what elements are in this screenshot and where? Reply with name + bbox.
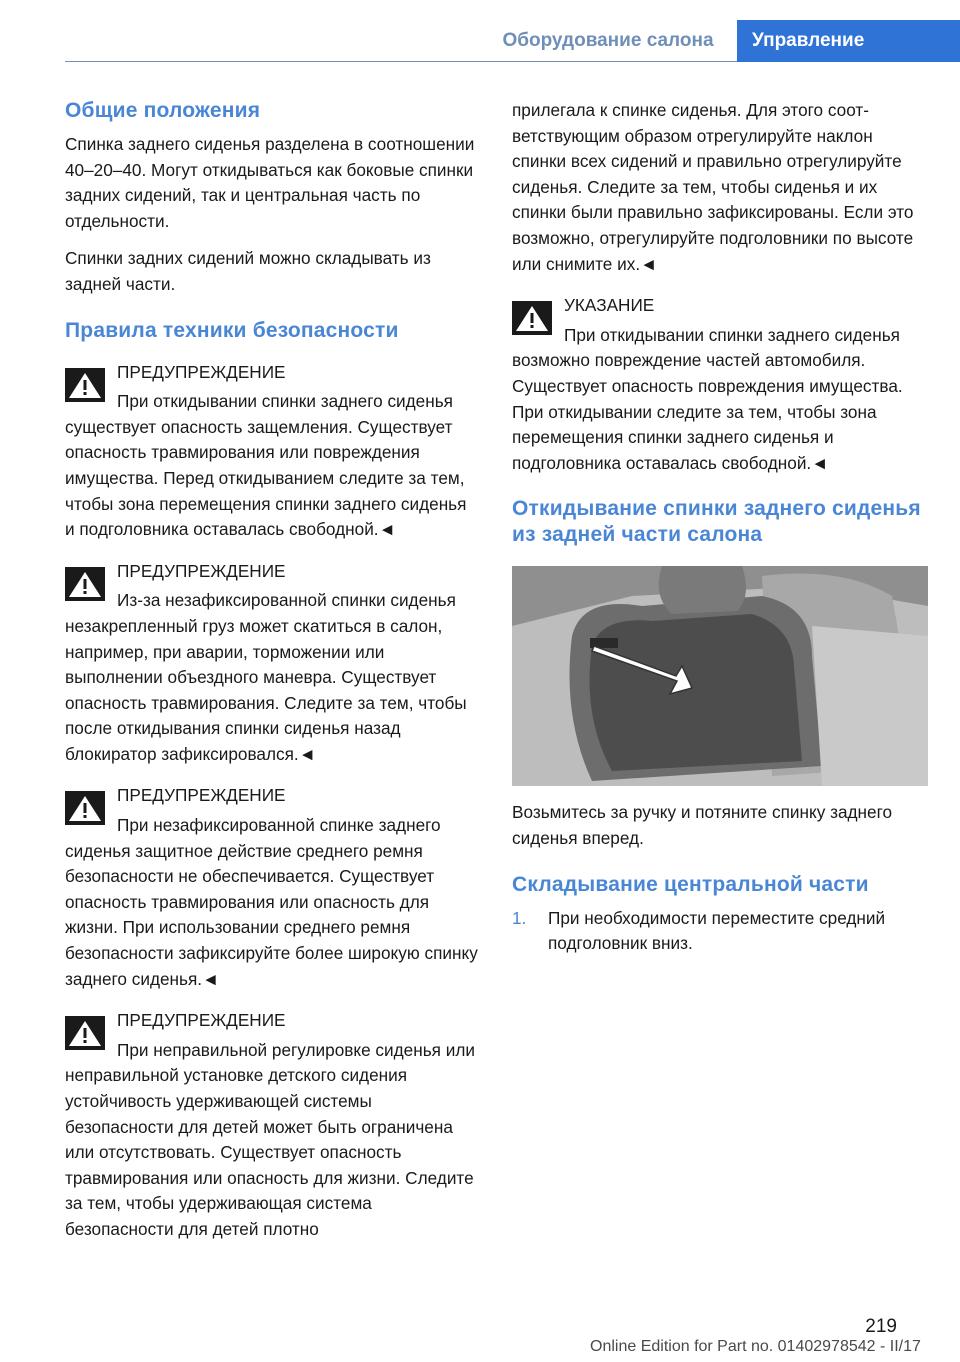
edition-footer: Online Edition for Part no. 01402978542 - II/17: [590, 1338, 921, 1355]
warning-text: При откидывании спинки заднего сиденья существует опасность защемления. Существует опасность травмирования или повреждения имущества. Перед откидыванием следите за тем, чтобы зона перемещения спинки заднего сиденья и подголовника оставалась свободной.◄: [65, 391, 467, 540]
step-text: При необходимости переместите средний подголовник вниз.: [548, 907, 886, 954]
heading-fold-center: Складывание центральной части: [512, 872, 869, 896]
warning-block: [65, 360, 479, 543]
warning-icon: [65, 567, 105, 601]
warning-title: ПРЕДУПРЕЖДЕНИЕ: [117, 560, 286, 581]
notice-title: УКАЗАНИЕ: [564, 295, 655, 316]
warning-text: Из-за незафиксированной спинки сиденья незакрепленный груз может скатиться в салон, например, при аварии, торможении или выполнении объездного маневра. Существует опасность травмирования. Следите за тем, чтобы после откидывания спинки сиденья назад блокиратор зафиксировался.◄: [65, 590, 467, 764]
warning-icon: [512, 301, 552, 335]
warning-icon: [65, 791, 105, 825]
notice-text: При откидывании спинки заднего сиденья возможно повреждение частей автомобиля. Существует опасность повреждения имущества. При откидывании следите за тем, чтобы зона перемещения спинки заднего сиденья и подголовника оставалась свободной.◄: [512, 324, 903, 473]
page-header: [0, 20, 960, 62]
chapter-tab-active[interactable]: Управление: [737, 20, 960, 62]
left-column: [65, 98, 479, 1259]
paragraph-split: Спинка заднего сиденья разделена в соотношении 40–20–40. Могут откидываться как боковые спинки задних сидений, так и центральная часть по отдельности.: [65, 134, 475, 231]
figure-caption: Возьмитесь за ручку и потяните спинку заднего сиденья вперед.: [512, 802, 893, 848]
warning-title: ПРЕДУПРЕЖДЕНИЕ: [117, 361, 286, 382]
heading-general: Общие положения: [65, 99, 261, 122]
warning-text: При неправильной регулировке сиденья или неправильной установке детского сидения устойчивость удерживающей системы безопасности для детей может быть ограничена или отсутствовать. Существует опасность травмирования или опасность для жизни. Следите за тем, чтобы удерживающая система безопасности для детей плотно: [65, 1039, 475, 1239]
warning-title: ПРЕДУПРЕЖДЕНИЕ: [117, 1010, 286, 1031]
step-number: 1.: [512, 907, 527, 928]
warning-icon: [65, 368, 105, 402]
steps-list: [512, 906, 926, 957]
notice-block: [512, 293, 926, 476]
rear-seat-illustration: [512, 566, 928, 786]
page-number: 219: [865, 1316, 897, 1337]
warning-block: [65, 559, 479, 768]
heading-safety: Правила техники безопасности: [65, 318, 399, 342]
warning-text: При незафиксированной спинке заднего сиденья защитное действие среднего ремня безопасности не обеспечивается. Существует опасность травмирования или опасность для жизни. При использовании среднего ремня безопасности зафиксируйте более широкую спинку заднего сиденья.◄: [65, 815, 478, 989]
right-column: [512, 98, 926, 957]
section-tab[interactable]: Оборудование салона: [502, 30, 714, 51]
paragraph-continuation: прилегала к спинке сиденья. Для этого соответствующим образом отрегулируйте наклон спинки всех сидений и правильно отрегулируйте сиденья. Следите за тем, чтобы сиденья и их спинки были правильно зафиксированы. Если это возможно, отрегулируйте подголовники по высоте или снимите их.◄: [512, 100, 914, 274]
heading-fold-from-rear: Откидывание спинки заднего сиденья из задней части салона: [512, 497, 921, 547]
warning-icon: [65, 1016, 105, 1050]
list-item: [512, 906, 926, 957]
warning-block: [65, 1008, 479, 1242]
header-rule: [65, 61, 737, 62]
paragraph-fold: Спинки задних сидений можно складывать из задней части.: [65, 248, 431, 294]
warning-block: [65, 783, 479, 992]
warning-title: ПРЕДУПРЕЖДЕНИЕ: [117, 785, 286, 806]
